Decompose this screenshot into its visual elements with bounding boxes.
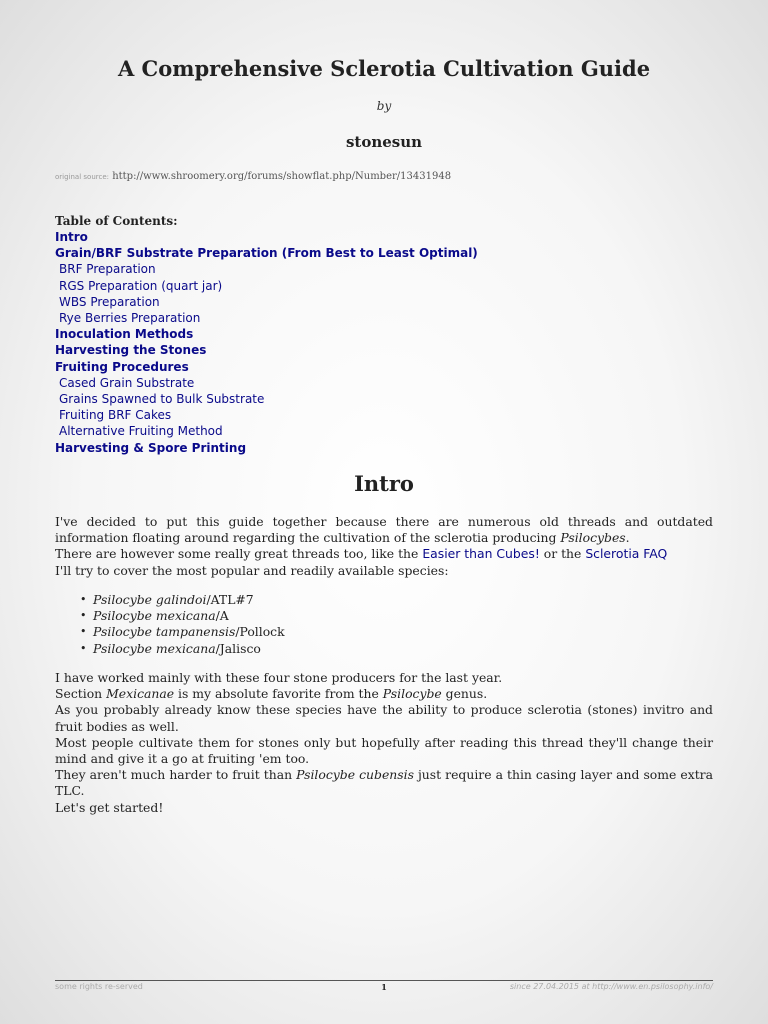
species-item: • Psilocybe tampanensis/Pollock bbox=[93, 624, 285, 640]
species-item: • Psilocybe mexicana/Jalisco bbox=[93, 641, 285, 657]
toc-link-cased-grain-substrate[interactable]: Cased Grain Substrate bbox=[59, 375, 195, 390]
source-line bbox=[55, 171, 451, 182]
toc-link-intro[interactable]: Intro bbox=[55, 230, 88, 244]
author-name: stonesun bbox=[345, 133, 423, 151]
intro-paragraph-2: There are however some really great threads too, like the Easier than Cubes! or the Sclerotia FAQ bbox=[55, 546, 668, 562]
toc-list bbox=[55, 229, 713, 456]
toc-link-harvesting-spore-printing[interactable]: Harvesting & Spore Printing bbox=[55, 440, 247, 455]
species-item: • Psilocybe mexicana/A bbox=[93, 608, 285, 624]
toc-link-harvesting-the-stones[interactable]: Harvesting the Stones bbox=[55, 343, 207, 358]
intro-paragraph-9: Let's get started! bbox=[55, 799, 164, 815]
intro-paragraphs bbox=[55, 514, 713, 579]
species-item: • Psilocybe galindoi/ATL#7 bbox=[93, 592, 285, 608]
toc-link-brf-preparation[interactable]: BRF Preparation bbox=[59, 262, 156, 277]
intro-paragraph-1: I've decided to put this guide together because there are numerous old threads and outdated information floating around regarding the cultivation of the sclerotia producing Psilocybes. bbox=[55, 514, 713, 546]
footer-divider bbox=[55, 980, 713, 981]
toc-link-wbs-preparation[interactable]: WBS Preparation bbox=[59, 294, 160, 309]
toc-link-grain-brf-substrate-preparation-from-best-to-least-optimal[interactable]: Grain/BRF Substrate Preparation (From Best to Least Optimal) bbox=[55, 246, 478, 261]
page-footer bbox=[55, 982, 713, 994]
toc-heading: Table of Contents: bbox=[55, 214, 178, 228]
toc-link-rgs-preparation-quart-jar[interactable]: RGS Preparation (quart jar) bbox=[59, 278, 223, 293]
intro-body-continued bbox=[55, 670, 713, 816]
toc-link-inoculation-methods[interactable]: Inoculation Methods bbox=[55, 327, 194, 342]
source-label: original source: bbox=[55, 173, 109, 181]
toc-link-fruiting-procedures[interactable]: Fruiting Procedures bbox=[55, 359, 189, 374]
intro-paragraph-3: I'll try to cover the most popular and readily available species: bbox=[55, 562, 449, 578]
page-number: 1 bbox=[381, 982, 387, 992]
intro-paragraph-6: As you probably already know these species have the ability to produce sclerotia (stones) invitro and fruit bodies as well. bbox=[55, 702, 713, 734]
intro-paragraph-7: Most people cultivate them for stones only but hopefully after reading this thread they'll change their mind and give it a go at fruiting 'em too. bbox=[55, 734, 713, 767]
species-list bbox=[93, 592, 285, 657]
toc-link-fruiting-brf-cakes[interactable]: Fruiting BRF Cakes bbox=[59, 408, 172, 423]
document-title: A Comprehensive Sclerotia Cultivation Guide bbox=[117, 56, 651, 81]
footer-site: since 27.04.2015 at http://www.en.psilosophy.info/ bbox=[509, 982, 713, 991]
intro-heading: Intro bbox=[354, 471, 414, 496]
toc-link-rye-berries-preparation[interactable]: Rye Berries Preparation bbox=[59, 311, 201, 326]
easier-than-cubes-link[interactable]: Easier than Cubes! bbox=[422, 546, 540, 562]
table-of-contents bbox=[55, 213, 713, 456]
toc-link-alternative-fruiting-method[interactable]: Alternative Fruiting Method bbox=[59, 424, 223, 439]
intro-paragraph-8: They aren't much harder to fruit than Psilocybe cubensis just require a thin casing layer and some extra TLC. bbox=[55, 767, 713, 799]
source-url[interactable]: http://www.shroomery.org/forums/showflat.php/Number/13431948 bbox=[112, 171, 452, 182]
toc-link-grains-spawned-to-bulk-substrate[interactable]: Grains Spawned to Bulk Substrate bbox=[59, 392, 265, 407]
sclerotia-faq-link[interactable]: Sclerotia FAQ bbox=[585, 546, 668, 562]
footer-rights: some rights re-served bbox=[55, 982, 143, 991]
byline: by bbox=[376, 99, 392, 113]
intro-paragraph-5: Section Mexicanae is my absolute favorite from the Psilocybe genus. bbox=[55, 686, 488, 702]
intro-paragraph-4: I have worked mainly with these four stone producers for the last year. bbox=[55, 670, 503, 685]
